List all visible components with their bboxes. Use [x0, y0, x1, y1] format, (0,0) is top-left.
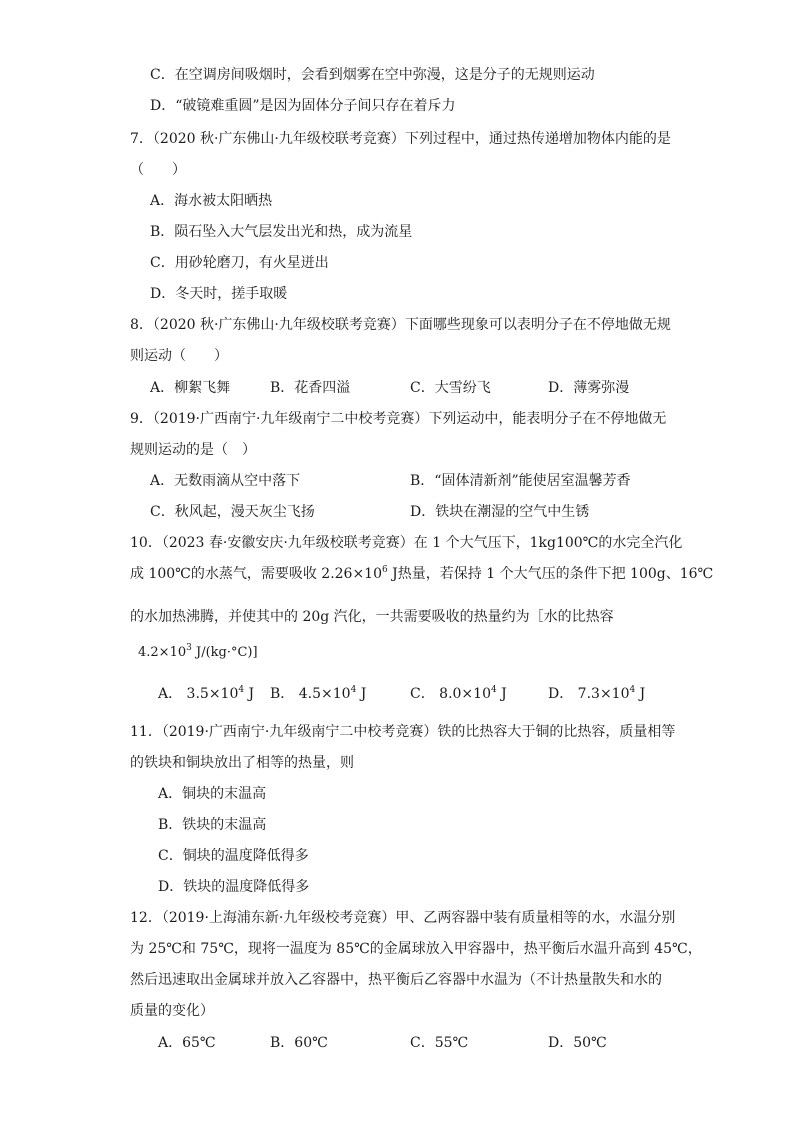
q7-option-d: D．冬天时，搓手取暖 [150, 286, 288, 302]
q10-stem-line1: 10．（2023 春·安徽安庆·九年级校联考竞赛）在 1 个大气压下，1kg100℃的水完全汽化 [130, 535, 683, 551]
q12-stem-line4: 质量的变化） [130, 1003, 214, 1019]
q8-option-a: A．柳絮飞舞 [150, 380, 231, 396]
q7-option-b: B．陨石坠入大气层发出光和热，成为流星 [150, 224, 413, 240]
q6-option-c: C．在空调房间吸烟时，会看到烟雾在空中弥漫，这是分子的无规则运动 [150, 67, 595, 83]
q7-option-a: A．海水被太阳晒热 [150, 193, 273, 209]
q10-stem-line2: 成 100℃的水蒸气，需要吸收 $2.26\times 10^6$ J热量，若保持 1 个大气压的条件下把 100g、16℃ [130, 565, 714, 582]
q8-option-b: B．花香四溢 [270, 380, 351, 396]
q10-option-c: C． $8.0\times 10^4$ J [410, 685, 507, 702]
q8-option-d: D．薄雾弥漫 [548, 380, 630, 396]
q8-stem-line2: 则运动（ ） [130, 348, 228, 364]
q11-option-d: D．铁块的温度降低得多 [158, 879, 310, 895]
q10-option-a: A． $3.5\times 10^4$ J [158, 685, 255, 702]
q9-option-a: A．无数雨滴从空中落下 [150, 473, 301, 489]
q9-option-b: B．“固体清新剂”能使居室温馨芳香 [410, 473, 631, 489]
q11-option-c: C．铜块的温度降低得多 [158, 848, 309, 864]
q11-stem-line1: 11．（2019·广西南宁·九年级南宁二中校考竞赛）铁的比热容大于铜的比热容，质量相等 [130, 724, 676, 740]
q9-option-d: D．铁块在潮湿的空气中生锈 [410, 504, 590, 520]
q7-option-c: C．用砂轮磨刀，有火星迸出 [150, 255, 329, 271]
q10-stem-line3: 的水加热沸腾，并使其中的 20g 汽化，一共需要吸收的热量约为［水的比热容 [130, 609, 614, 625]
q11-option-a: A．铜块的末温高 [158, 786, 267, 802]
q12-option-d: D．50℃ [548, 1035, 607, 1051]
q12-stem-line2: 为 25℃和 75℃，现将一温度为 85℃的金属球放入甲容器中，热平衡后水温升高到 45℃， [130, 941, 702, 957]
q8-option-c: C．大雪纷飞 [410, 380, 491, 396]
q12-stem-line3: 然后迅速取出金属球并放入乙容器中，热平衡后乙容器中水温为（不计热量散失和水的 [130, 972, 662, 988]
q9-stem-line1: 9．（2019·广西南宁·九年级南宁二中校考竞赛）下列运动中，能表明分子在不停地做无 [130, 411, 667, 427]
q12-option-a: A．65℃ [158, 1035, 216, 1051]
q11-stem-line2: 的铁块和铜块放出了相等的热量，则 [130, 755, 354, 771]
q8-stem-line1: 8．（2020 秋·广东佛山·九年级校联考竞赛）下面哪些现象可以表明分子在不停地做无规 [130, 317, 671, 333]
q11-option-b: B．铁块的末温高 [158, 817, 267, 833]
q12-option-c: C．55℃ [410, 1035, 469, 1051]
q12-stem-line1: 12．（2019·上海浦东新·九年级校考竞赛）甲、乙两容器中装有质量相等的水，水温分别 [130, 910, 676, 926]
q6-option-d: D．“破镜难重圆”是因为固体分子间只存在着斥力 [150, 98, 456, 114]
q12-option-b: B．60℃ [270, 1035, 328, 1051]
q10-option-d: D． $7.3\times 10^4$ J [548, 685, 646, 702]
q7-stem-line2: （ ） [130, 162, 186, 178]
q9-option-c: C．秋风起，漫天灰尘飞扬 [150, 504, 315, 520]
q7-stem-line1: 7．（2020 秋·广东佛山·九年级校联考竞赛）下列过程中，通过热传递增加物体内能的是 [130, 131, 671, 147]
q10-specific-heat-formula: $4.2\times 10^3$ J/(kg·°C)] [138, 643, 258, 660]
q10-option-b: B． $4.5\times 10^4$ J [270, 685, 367, 702]
q9-stem-line2: 规则运动的是（ ） [130, 442, 256, 458]
